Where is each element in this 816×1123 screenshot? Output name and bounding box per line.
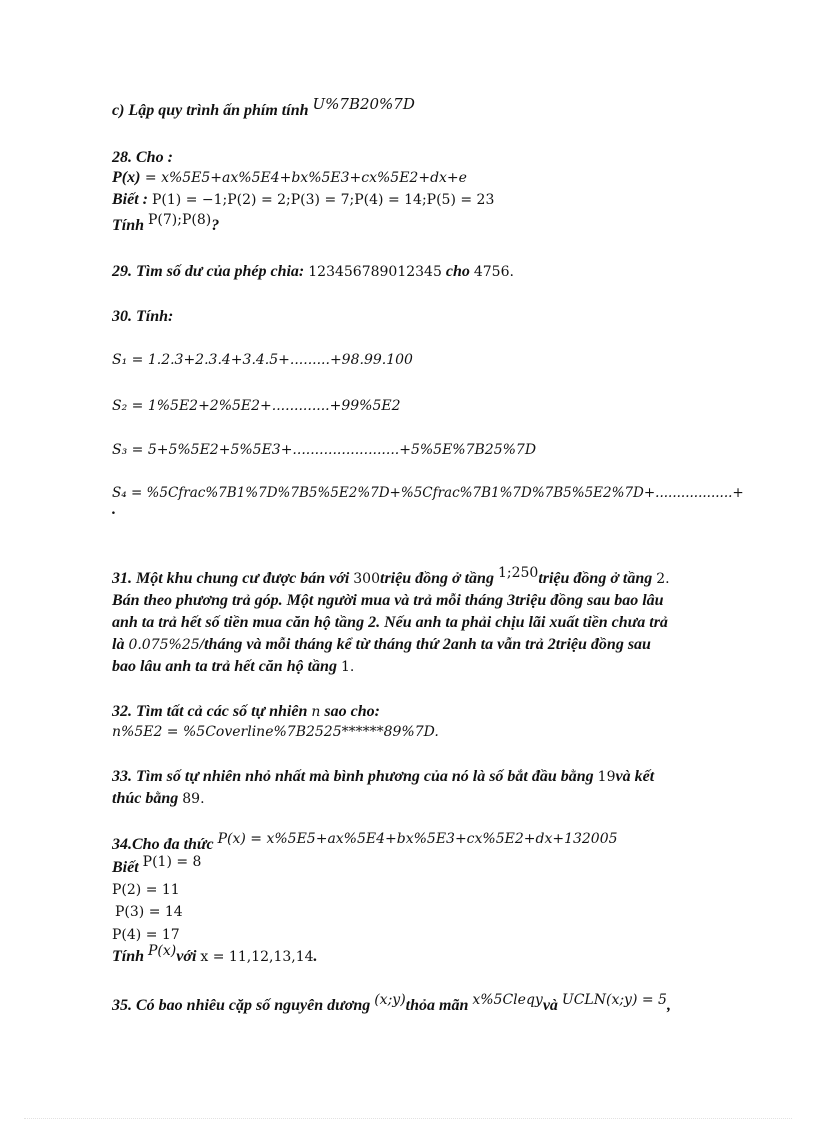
p31-text-7: /tháng và mỗi tháng kể từ tháng thứ 2anh ta vẫn trả 2triệu đồng sau: [199, 636, 651, 653]
sum-s3: [112, 440, 536, 460]
problem-30-title: 30. Tính:: [112, 308, 174, 325]
p35-gcd: UCLN(x;y) = 5: [561, 992, 667, 1008]
part-c-line: [112, 95, 415, 121]
px-equation: = x%5E5+ax%5E4+bx%5E3+cx%5E2+dx+e: [140, 170, 467, 186]
variable-n: n: [311, 704, 321, 720]
p34-p1: P(1) = 8: [142, 854, 202, 870]
start-19: 19: [597, 769, 616, 785]
p35-text-1: 35. Có bao nhiêu cặp số nguyên dương: [112, 997, 371, 1014]
sum-s1: [112, 350, 413, 370]
end-89: 89.: [182, 791, 205, 807]
continuation-dot: .: [112, 501, 116, 518]
given-values: P(1) = −1;P(2) = 2;P(3) = 7;P(4) = 14;P(5) = 23: [152, 192, 495, 208]
p35-pair: (x;y): [374, 992, 406, 1008]
p32-text-2: sao cho:: [320, 703, 380, 720]
compute-values: P(7);P(8): [148, 212, 212, 228]
problem-33-line-2: [112, 789, 205, 809]
floor-1: 1.: [340, 659, 355, 675]
p32-text-1: 32. Tìm tất cả các số tự nhiên: [112, 703, 312, 720]
page-bottom-divider: [24, 1118, 792, 1119]
problem-28-title: 28. Cho :: [112, 149, 173, 166]
s4-continuation: [112, 500, 116, 520]
p35-text-2: thỏa mãn: [405, 997, 469, 1014]
problem-35-line: [112, 992, 671, 1016]
p33-text-2: và kết: [615, 768, 655, 785]
p34-end: .: [313, 948, 318, 965]
p34-p4: P(4) = 17: [112, 927, 180, 943]
problem-34-line-3: [112, 880, 180, 900]
sum-s4: [112, 483, 744, 503]
problem-30-heading: [112, 307, 173, 327]
p33-text-1: 33. Tìm số tự nhiên nhỏ nhất mà bình phương của nó là số bắt đầu bằng: [112, 768, 598, 785]
problem-34-line-2: [112, 854, 202, 878]
p34-tinh: Tính: [112, 948, 145, 965]
p35-text-3: và: [542, 997, 558, 1014]
problem-32-line-2: [112, 722, 439, 742]
problem-31-line-5: [112, 657, 354, 677]
p31-text-1: 31. Một khu chung cư được bán với: [112, 570, 354, 587]
part-c-label: c) Lập quy trình ấn phím tính: [112, 102, 309, 119]
s3-expression: S₃ = 5+5%5E2+5%5E3+........................+5%5E%7B25%7D: [112, 442, 537, 458]
dividend: 123456789012345: [308, 264, 442, 280]
interest-rate: 0.075%25: [128, 637, 200, 653]
p33-text-3: thúc bằng: [112, 790, 183, 807]
price-300: 300: [353, 571, 380, 587]
problem-28-given: [112, 190, 494, 210]
p35-condition: x%5Cleqy: [472, 992, 543, 1008]
p34-px: P(x): [148, 943, 177, 959]
problem-34-line-4: [115, 902, 183, 922]
p31-text-2: triệu đồng ở tầng: [380, 570, 498, 587]
p31-text-8: bao lâu anh ta trả hết căn hộ tầng: [112, 658, 341, 675]
problem-29-line: [112, 262, 514, 282]
p34-voi: với: [176, 948, 197, 965]
problem-29-title: 29. Tìm số dư của phép chia:: [112, 263, 305, 280]
question-mark: ?: [211, 217, 220, 234]
biet-label: Biết :: [112, 191, 148, 208]
problem-31-line-3: [112, 613, 668, 633]
p34-title: 34.Cho đa thức: [112, 836, 214, 853]
problem-34-line-5: [112, 925, 180, 945]
problem-31-line-4: [112, 635, 651, 655]
problem-34-line-1: [112, 831, 618, 855]
p31-text-3: triệu đồng ở tầng: [538, 570, 657, 587]
tinh-label: Tính: [112, 217, 145, 234]
p34-x-values: x = 11,12,13,14: [200, 949, 314, 965]
problem-33-line-1: [112, 767, 654, 787]
p34-biet: Biết: [112, 859, 139, 876]
price-1250: 1;250: [497, 565, 539, 581]
problem-28-compute: [112, 212, 220, 236]
p31-text-4: Bán theo phương trả góp. Một người mua và trả mỗi tháng 3triệu đồng sau bao lâu: [112, 592, 664, 609]
problem-28-polynomial: [112, 168, 467, 188]
p34-p3: P(3) = 14: [115, 904, 183, 920]
part-c-formula: U%7B20%7D: [312, 95, 415, 113]
cho-word: cho: [445, 263, 470, 280]
sum-s2: [112, 396, 401, 416]
divisor: 4756.: [473, 264, 514, 280]
p34-polynomial: P(x) = x%5E5+ax%5E4+bx%5E3+cx%5E2+dx+132005: [217, 831, 618, 847]
p31-text-6: là: [112, 636, 129, 653]
problem-28-heading: [112, 148, 173, 168]
problem-31-line-2: [112, 591, 664, 611]
s1-expression: S₁ = 1.2.3+2.3.4+3.4.5+.........+98.99.100: [112, 352, 413, 368]
px-label: P(x): [112, 169, 141, 186]
p35-end: ,: [666, 997, 671, 1014]
s4-expression: S₄ = %5Cfrac%7B1%7D%7B5%5E2%7D+%5Cfrac%7B1%7D%7B5%5E2%7D+..................+: [112, 485, 744, 501]
p32-equation: n%5E2 = %5Coverline%7B2525******89%7D.: [112, 724, 439, 740]
p31-text-5: anh ta trả hết số tiền mua căn hộ tầng 2. Nếu anh ta phải chịu lãi xuất tiền chưa trả: [112, 614, 668, 631]
problem-31-line-1: [112, 565, 670, 589]
s2-expression: S₂ = 1%5E2+2%5E2+.............+99%5E2: [112, 398, 401, 414]
p34-p2: P(2) = 11: [112, 882, 180, 898]
problem-32-line-1: [112, 702, 380, 722]
problem-34-line-6: [112, 943, 318, 967]
floor-2: 2.: [656, 571, 670, 587]
